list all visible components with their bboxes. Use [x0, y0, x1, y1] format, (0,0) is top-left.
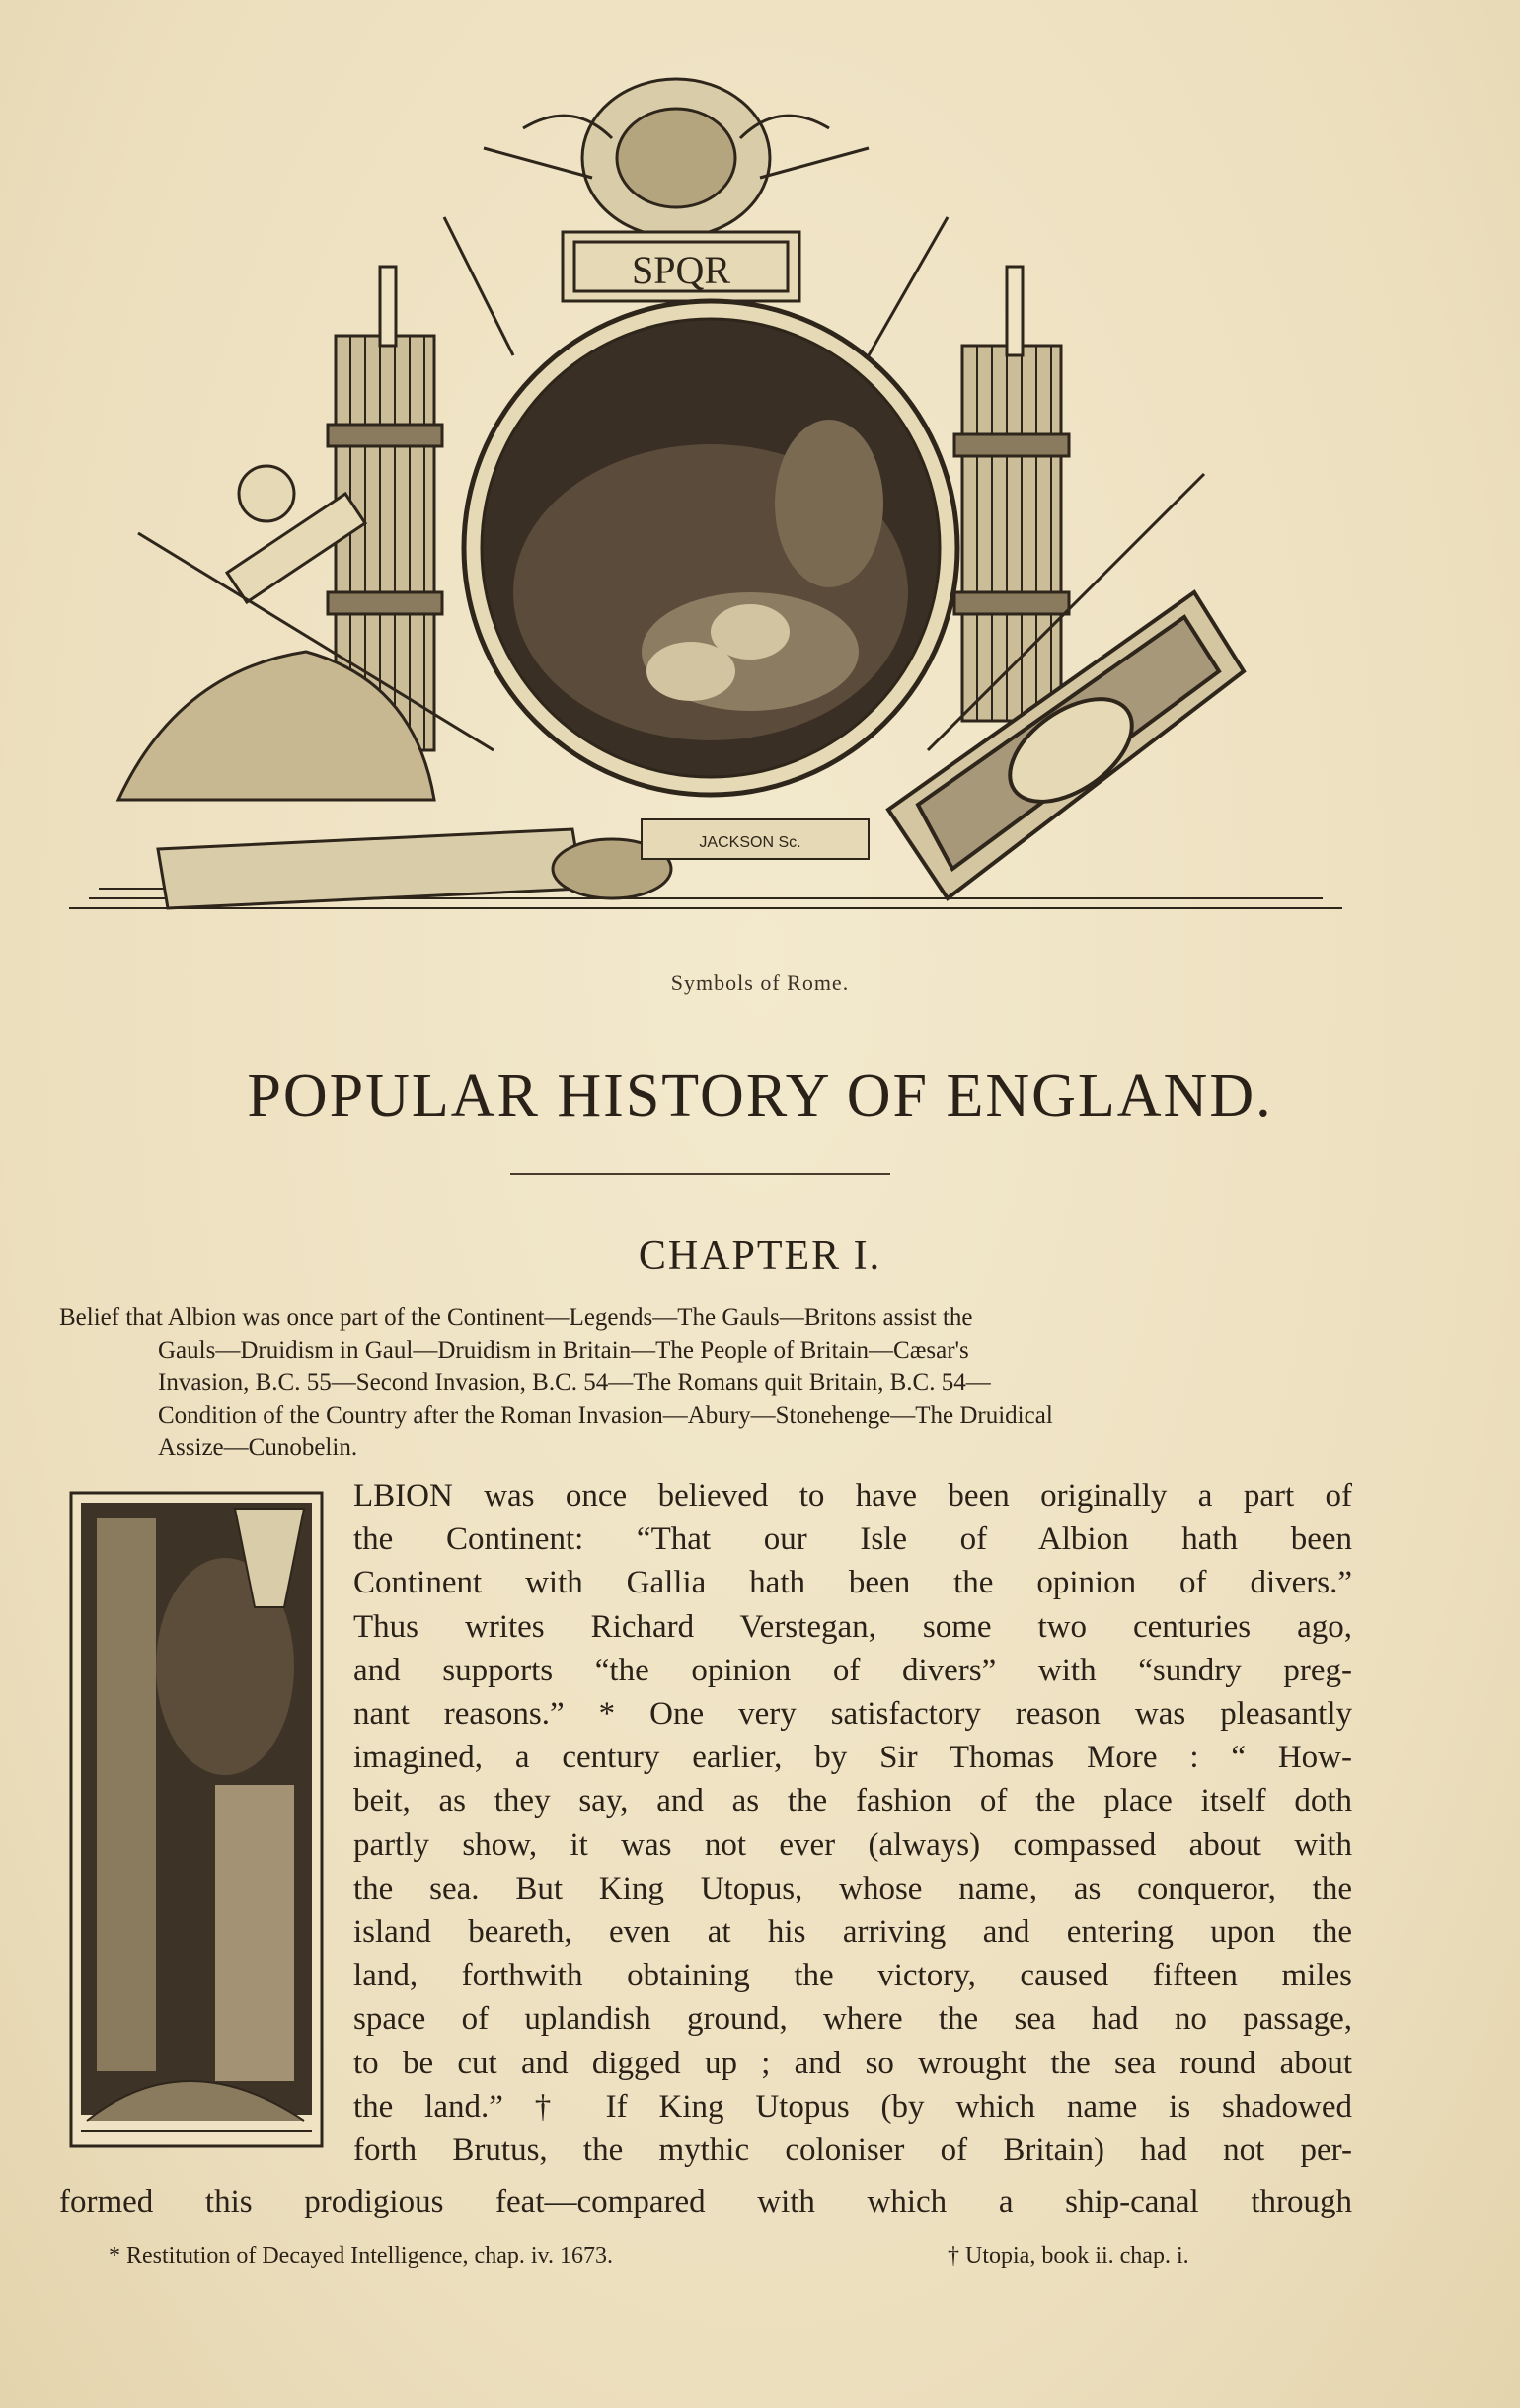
she-wolf-medallion: [464, 301, 957, 795]
footnote-utopia: † Utopia, book ii. chap. i.: [948, 2243, 1189, 2269]
synopsis-line: Condition of the Country after the Roman Invasion—Abury—Stonehenge—The Druidical: [158, 1402, 1053, 1429]
eagle-wreath-drawing: [484, 79, 869, 237]
synopsis-line: Assize—Cunobelin.: [158, 1435, 358, 1461]
footnote-restitution: * Restitution of Decayed Intelligence, chap. iv. 1673.: [109, 2243, 613, 2269]
title-divider: [510, 1173, 890, 1175]
chapter-heading: CHAPTER I.: [638, 1233, 882, 1279]
synopsis-line: Gauls—Druidism in Gaul—Druidism in Britain—The People of Britain—Cæsar's: [158, 1337, 969, 1363]
body-line: island beareth, even at his arriving and entering upon the: [353, 1914, 1352, 1951]
body-line: beit, as they say, and as the fashion of the place itself doth: [353, 1783, 1352, 1820]
body-line: LBION was once believed to have been originally a part of: [353, 1478, 1352, 1514]
body-line: imagined, a century earlier, by Sir Thomas More : “ How-: [353, 1740, 1352, 1776]
body-line: and supports “the opinion of divers” with “sundry preg-: [353, 1652, 1352, 1688]
symbols-of-rome-engraving: [59, 39, 1372, 948]
right-fasces-drawing: [954, 267, 1069, 721]
engraver-plate: [642, 819, 869, 859]
figure-caption: Symbols of Rome.: [670, 971, 850, 995]
body-line: Thus writes Richard Verstegan, some two centuries ago,: [353, 1608, 1352, 1645]
drop-cap-a-illustration: [67, 1489, 326, 2150]
synopsis-line: Invasion, B.C. 55—Second Invasion, B.C. 54—The Romans quit Britain, B.C. 54—: [158, 1369, 991, 1396]
spqr-banner: [563, 232, 799, 301]
body-line: partly show, it was not ever (always) compassed about with: [353, 1826, 1352, 1863]
chapter-synopsis: [59, 1301, 1352, 1464]
body-line: the sea. But King Utopus, whose name, as conqueror, the: [353, 1870, 1352, 1906]
footnotes: [79, 2243, 1352, 2283]
synopsis-line: Belief that Albion was once part of the Continent—Legends—The Gauls—Britons assist the: [59, 1304, 973, 1331]
body-line: Continent with Gallia hath been the opinion of divers.”: [353, 1565, 1352, 1601]
book-title: POPULAR HISTORY OF ENGLAND.: [247, 1062, 1273, 1129]
body-line-full-width: formed this prodigious feat—compared with which a ship-canal through: [59, 2184, 1352, 2219]
body-line: the Continent: “That our Isle of Albion hath been: [353, 1521, 1352, 1558]
body-line: nant reasons.” * One very satisfactory reason was pleasantly: [353, 1696, 1352, 1733]
svg-text:SPQR: SPQR: [631, 248, 731, 292]
body-line: to be cut and digged up ; and so wrought the sea round about: [353, 2045, 1352, 2081]
body-line: the land.” † If King Utopus (by which name is shadowed: [353, 2088, 1352, 2125]
chapter-body: [353, 1474, 1352, 2172]
body-line: land, forthwith obtaining the victory, caused fifteen miles: [353, 1958, 1352, 1994]
body-line: space of uplandish ground, where the sea had no passage,: [353, 2001, 1352, 2038]
body-line: forth Brutus, the mythic coloniser of Britain) had not per-: [353, 2133, 1352, 2169]
svg-text:JACKSON Sc.: JACKSON Sc.: [699, 834, 801, 851]
